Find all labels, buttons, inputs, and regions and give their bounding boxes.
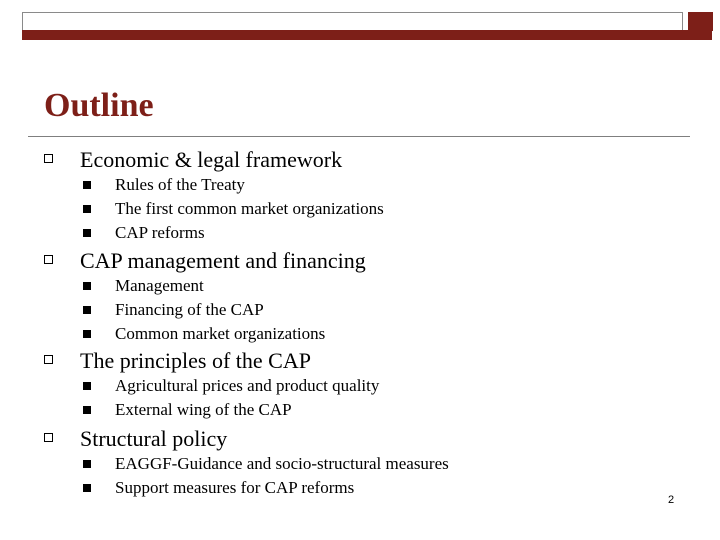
list-item-label: EAGGF-Guidance and socio-structural measures bbox=[115, 454, 449, 473]
hollow-square-bullet-icon bbox=[44, 255, 53, 264]
hollow-square-bullet-icon bbox=[44, 355, 53, 364]
list-item-label: Agricultural prices and product quality bbox=[115, 376, 380, 395]
filled-square-bullet-icon bbox=[83, 484, 91, 492]
section-label: Economic & legal framework bbox=[80, 147, 343, 172]
list-item bbox=[0, 477, 720, 501]
list-item bbox=[0, 222, 720, 246]
list-item-label: External wing of the CAP bbox=[115, 400, 292, 419]
filled-square-bullet-icon bbox=[83, 460, 91, 468]
list-item bbox=[0, 299, 720, 323]
filled-square-bullet-icon bbox=[83, 306, 91, 314]
filled-square-bullet-icon bbox=[83, 205, 91, 213]
page-number: 2 bbox=[668, 494, 675, 506]
list-item bbox=[0, 323, 720, 347]
list-item bbox=[0, 198, 720, 222]
list-item bbox=[0, 375, 720, 399]
list-item bbox=[0, 453, 720, 477]
list-item-label: Management bbox=[115, 276, 204, 295]
section-label: The principles of the CAP bbox=[80, 348, 311, 373]
list-item-label: Rules of the Treaty bbox=[115, 175, 245, 194]
list-item-label: CAP reforms bbox=[115, 223, 205, 242]
hollow-square-bullet-icon bbox=[44, 433, 53, 442]
list-item-label: Support measures for CAP reforms bbox=[115, 478, 355, 497]
slide-title: Outline bbox=[44, 87, 154, 124]
filled-square-bullet-icon bbox=[83, 382, 91, 390]
list-item-label: Financing of the CAP bbox=[115, 300, 264, 319]
list-item bbox=[0, 275, 720, 299]
section-label: CAP management and financing bbox=[80, 248, 366, 273]
list-item-label: Common market organizations bbox=[115, 324, 326, 343]
list-item bbox=[0, 174, 720, 198]
hollow-square-bullet-icon bbox=[44, 154, 53, 163]
list-item-label: The first common market organizations bbox=[115, 199, 384, 218]
filled-square-bullet-icon bbox=[83, 229, 91, 237]
filled-square-bullet-icon bbox=[83, 181, 91, 189]
filled-square-bullet-icon bbox=[83, 406, 91, 414]
list-item bbox=[0, 399, 720, 423]
filled-square-bullet-icon bbox=[83, 282, 91, 290]
filled-square-bullet-icon bbox=[83, 330, 91, 338]
section-label: Structural policy bbox=[80, 426, 228, 451]
